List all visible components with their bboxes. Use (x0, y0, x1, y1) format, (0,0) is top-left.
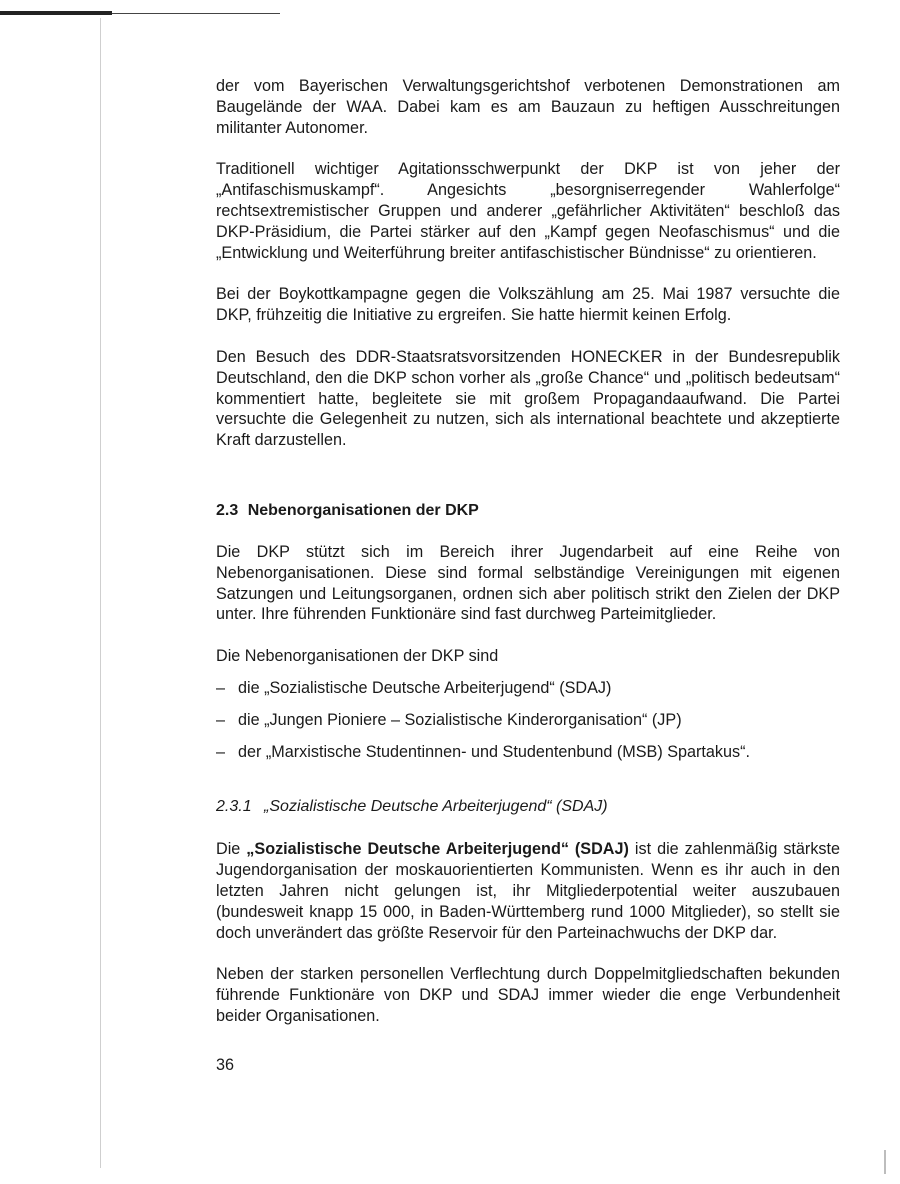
section-number: 2.3 (216, 501, 239, 519)
paragraph-honecker: Den Besuch des DDR-Staatsratsvorsitzenden HONECKER in der Bundesrepublik Deutschland, den die DKP schon vorher als „große Chance“ und „politisch bedeutsam“ kommentiert hatte, begleitete sie mit großem Propagandaaufwand. Die Partei versuchte die Gelegenheit zu nutzen, sich als international beachtete und akzeptierte Kraft darzustellen. (216, 347, 840, 450)
page-left-edge (100, 18, 101, 1168)
organisations-list (216, 678, 840, 762)
list-dash: – (216, 710, 226, 729)
list-item (216, 678, 840, 699)
list-item-text: die „Sozialistische Deutsche Arbeiterjugend“ (SDAJ) (238, 678, 612, 697)
list-item (216, 710, 840, 731)
page-content (216, 76, 840, 1075)
paragraph-volkszaehlung: Bei der Boykottkampagne gegen die Volkszählung am 25. Mai 1987 versuchte die DKP, frühzeitig die Initiative zu ergreifen. Sie hatte hiermit keinen Erfolg. (216, 285, 840, 325)
scan-edge-line (112, 13, 280, 14)
subsection-number: 2.3.1 (216, 798, 252, 816)
sdaj-name-bold: „Sozialistische Deutsche Arbeiterjugend“ (SDAJ) (246, 840, 629, 859)
list-dash: – (216, 742, 226, 761)
section-heading (216, 501, 840, 521)
section-title: Nebenorganisationen der DKP (247, 501, 479, 519)
paragraph-list-intro: Die Nebenorganisationen der DKP sind (216, 647, 499, 666)
paragraph-verflechtung: Neben der starken personellen Verflechtung durch Doppelmitgliedschaften bekunden führende Funktionäre von DKP und SDAJ immer wieder die enge Verbundenheit beider Organisationen. (216, 965, 840, 1025)
scan-edge-bar (0, 11, 112, 15)
list-item-text: die „Jungen Pioniere – Sozialistische Kinderorganisation“ (JP) (238, 710, 682, 729)
subsection-heading (216, 797, 840, 817)
page-number: 36 (216, 1055, 235, 1074)
list-item-text: der „Marxistische Studentinnen- und Studentenbund (MSB) Spartakus“. (238, 742, 750, 761)
paragraph-nebenorganisationen: Die DKP stützt sich im Bereich ihrer Jugendarbeit auf eine Reihe von Nebenorganisationen. Diese sind formal selbständige Vereinigungen mit eigenen Satzungen und Leitungsorganen, ordnen sich aber politisch strikt den Zielen der DKP unter. Ihre führenden Funktionäre sind fast durchweg Parteimitglieder. (216, 542, 840, 624)
paragraph-sdaj (216, 839, 840, 943)
paragraph-antifaschismus: Traditionell wichtiger Agitationsschwerpunkt der DKP ist von jeher der „Antifaschismuskampf“. Angesichts „besorgniserregender Wahlerfolge“ rechtsextremistischer Gruppen und anderer „gefährlicher Aktivitäten“ beschloß das DKP-Präsidium, die Partei stärker auf den „Kampf gegen Neofaschismus“ und die „Entwicklung und Weiterführung breiter antifaschistischer Bündnisse“ zu orientieren. (216, 160, 840, 262)
subsection-title: „Sozialistische Deutsche Arbeiterjugend“ (SDAJ) (264, 798, 608, 816)
sdaj-text: ist die zahlenmäßig stärkste Jugendorganisation der moskauorientierten Kommunisten. Wenn es ihr auch in den letzten Jahren nicht gelungen ist, ihr Mitgliederpotential weiter auszubauen (bundesweit knapp 15 000, in Baden-Württemberg rund 1000 Mitglieder), so stellt sie doch unverändert das größte Reservoir für den Parteinachwuchs der DKP dar. (216, 840, 841, 942)
page-right-edge (884, 1150, 886, 1174)
list-dash: – (216, 678, 226, 697)
list-item (216, 742, 840, 763)
sdaj-lead: Die (216, 840, 241, 859)
paragraph-waa: der vom Bayerischen Verwaltungsgerichtshof verbotenen Demonstrationen am Baugelände der WAA. Dabei kam es am Bauzaun zu heftigen Ausschreitungen militanter Autonomer. (216, 77, 840, 137)
